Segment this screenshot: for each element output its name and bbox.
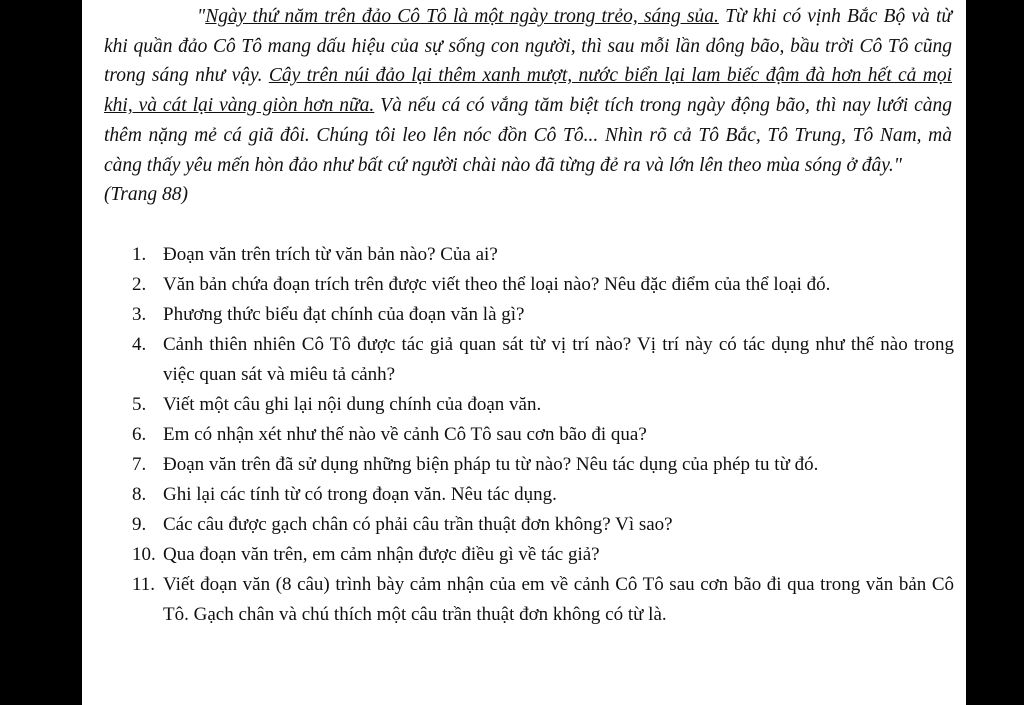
question-list	[132, 240, 954, 630]
question-text: Viết một câu ghi lại nội dung chính của đoạn văn.	[163, 394, 542, 415]
document-page	[82, 0, 966, 705]
question-item	[132, 270, 954, 300]
question-number: 7.	[132, 454, 147, 475]
question-item	[132, 480, 954, 510]
question-text: Qua đoạn văn trên, em cảm nhận được điều gì về tác giả?	[163, 544, 600, 565]
question-item	[132, 390, 954, 420]
question-item	[132, 510, 954, 540]
question-number: 5.	[132, 394, 147, 415]
question-number: 4.	[132, 334, 147, 355]
question-text: Đoạn văn trên trích từ văn bản nào? Của ai?	[163, 244, 498, 265]
question-item	[132, 330, 954, 390]
question-item	[132, 300, 954, 330]
question-number: 10.	[132, 544, 156, 565]
question-text: Đoạn văn trên đã sử dụng những biện pháp tu từ nào? Nêu tác dụng của phép tu từ đó.	[163, 454, 819, 475]
question-item	[132, 240, 954, 270]
question-text: Các câu được gạch chân có phải câu trần thuật đơn không? Vì sao?	[163, 514, 673, 535]
question-number: 6.	[132, 424, 147, 445]
question-text: Viết đoạn văn (8 câu) trình bày cảm nhận của em về cảnh Cô Tô sau cơn bão đi qua trong văn bản Cô Tô. Gạch chân và chú thích một câu trần thuật đơn không có từ là.	[163, 574, 954, 625]
question-item	[132, 570, 954, 630]
question-text: Văn bản chứa đoạn trích trên được viết theo thể loại nào? Nêu đặc điểm của thể loại đó.	[163, 274, 831, 295]
underlined-sentence-2: Cây trên núi đảo lại thêm xanh mượt, nước biển lại lam biếc đậm đà hơn hết cả mọi khi, và cát lại vàng giòn hơn nữa.	[104, 65, 952, 117]
question-number: 2.	[132, 274, 147, 295]
question-number: 3.	[132, 304, 147, 325]
question-number: 11.	[132, 574, 156, 595]
question-number: 9.	[132, 514, 147, 535]
passage-text-1: Từ khi có vịnh Bắc Bộ và từ khi quần đảo Cô Tô mang dấu hiệu của sự sống con người, thì sau mỗi lần dông bão, bầu trời Cô Tô cũng trong sáng như vậy.	[104, 6, 952, 87]
question-number: 1.	[132, 244, 147, 265]
question-item	[132, 540, 954, 570]
open-quote: "	[197, 6, 206, 27]
question-text: Ghi lại các tính từ có trong đoạn văn. Nêu tác dụng.	[163, 484, 557, 505]
question-number: 8.	[132, 484, 147, 505]
excerpt-passage	[104, 2, 952, 210]
question-text: Cảnh thiên nhiên Cô Tô được tác giả quan sát từ vị trí nào? Vị trí này có tác dụng như thế nào trong việc quan sát và miêu tả cảnh?	[163, 334, 954, 385]
question-item	[132, 450, 954, 480]
passage-text-2: Và nếu cá có vắng tăm biệt tích trong ngày động bão, thì nay lưới càng thêm nặng mẻ cá giã đôi. Chúng tôi leo lên nóc đồn Cô Tô... Nhìn rõ cả Tô Bắc, Tô Trung, Tô Nam, mà càng thấy yêu mến hòn đảo như bất cứ người chài nào đã từng đẻ ra và lớn lên theo mùa sóng ở đây."	[104, 95, 952, 176]
question-item	[132, 420, 954, 450]
page-reference: (Trang 88)	[104, 184, 188, 206]
underlined-sentence-1: Ngày thứ năm trên đảo Cô Tô là một ngày trong trẻo, sáng sủa.	[205, 6, 719, 27]
question-text: Phương thức biểu đạt chính của đoạn văn là gì?	[163, 304, 525, 325]
question-text: Em có nhận xét như thế nào về cảnh Cô Tô sau cơn bão đi qua?	[163, 424, 647, 445]
